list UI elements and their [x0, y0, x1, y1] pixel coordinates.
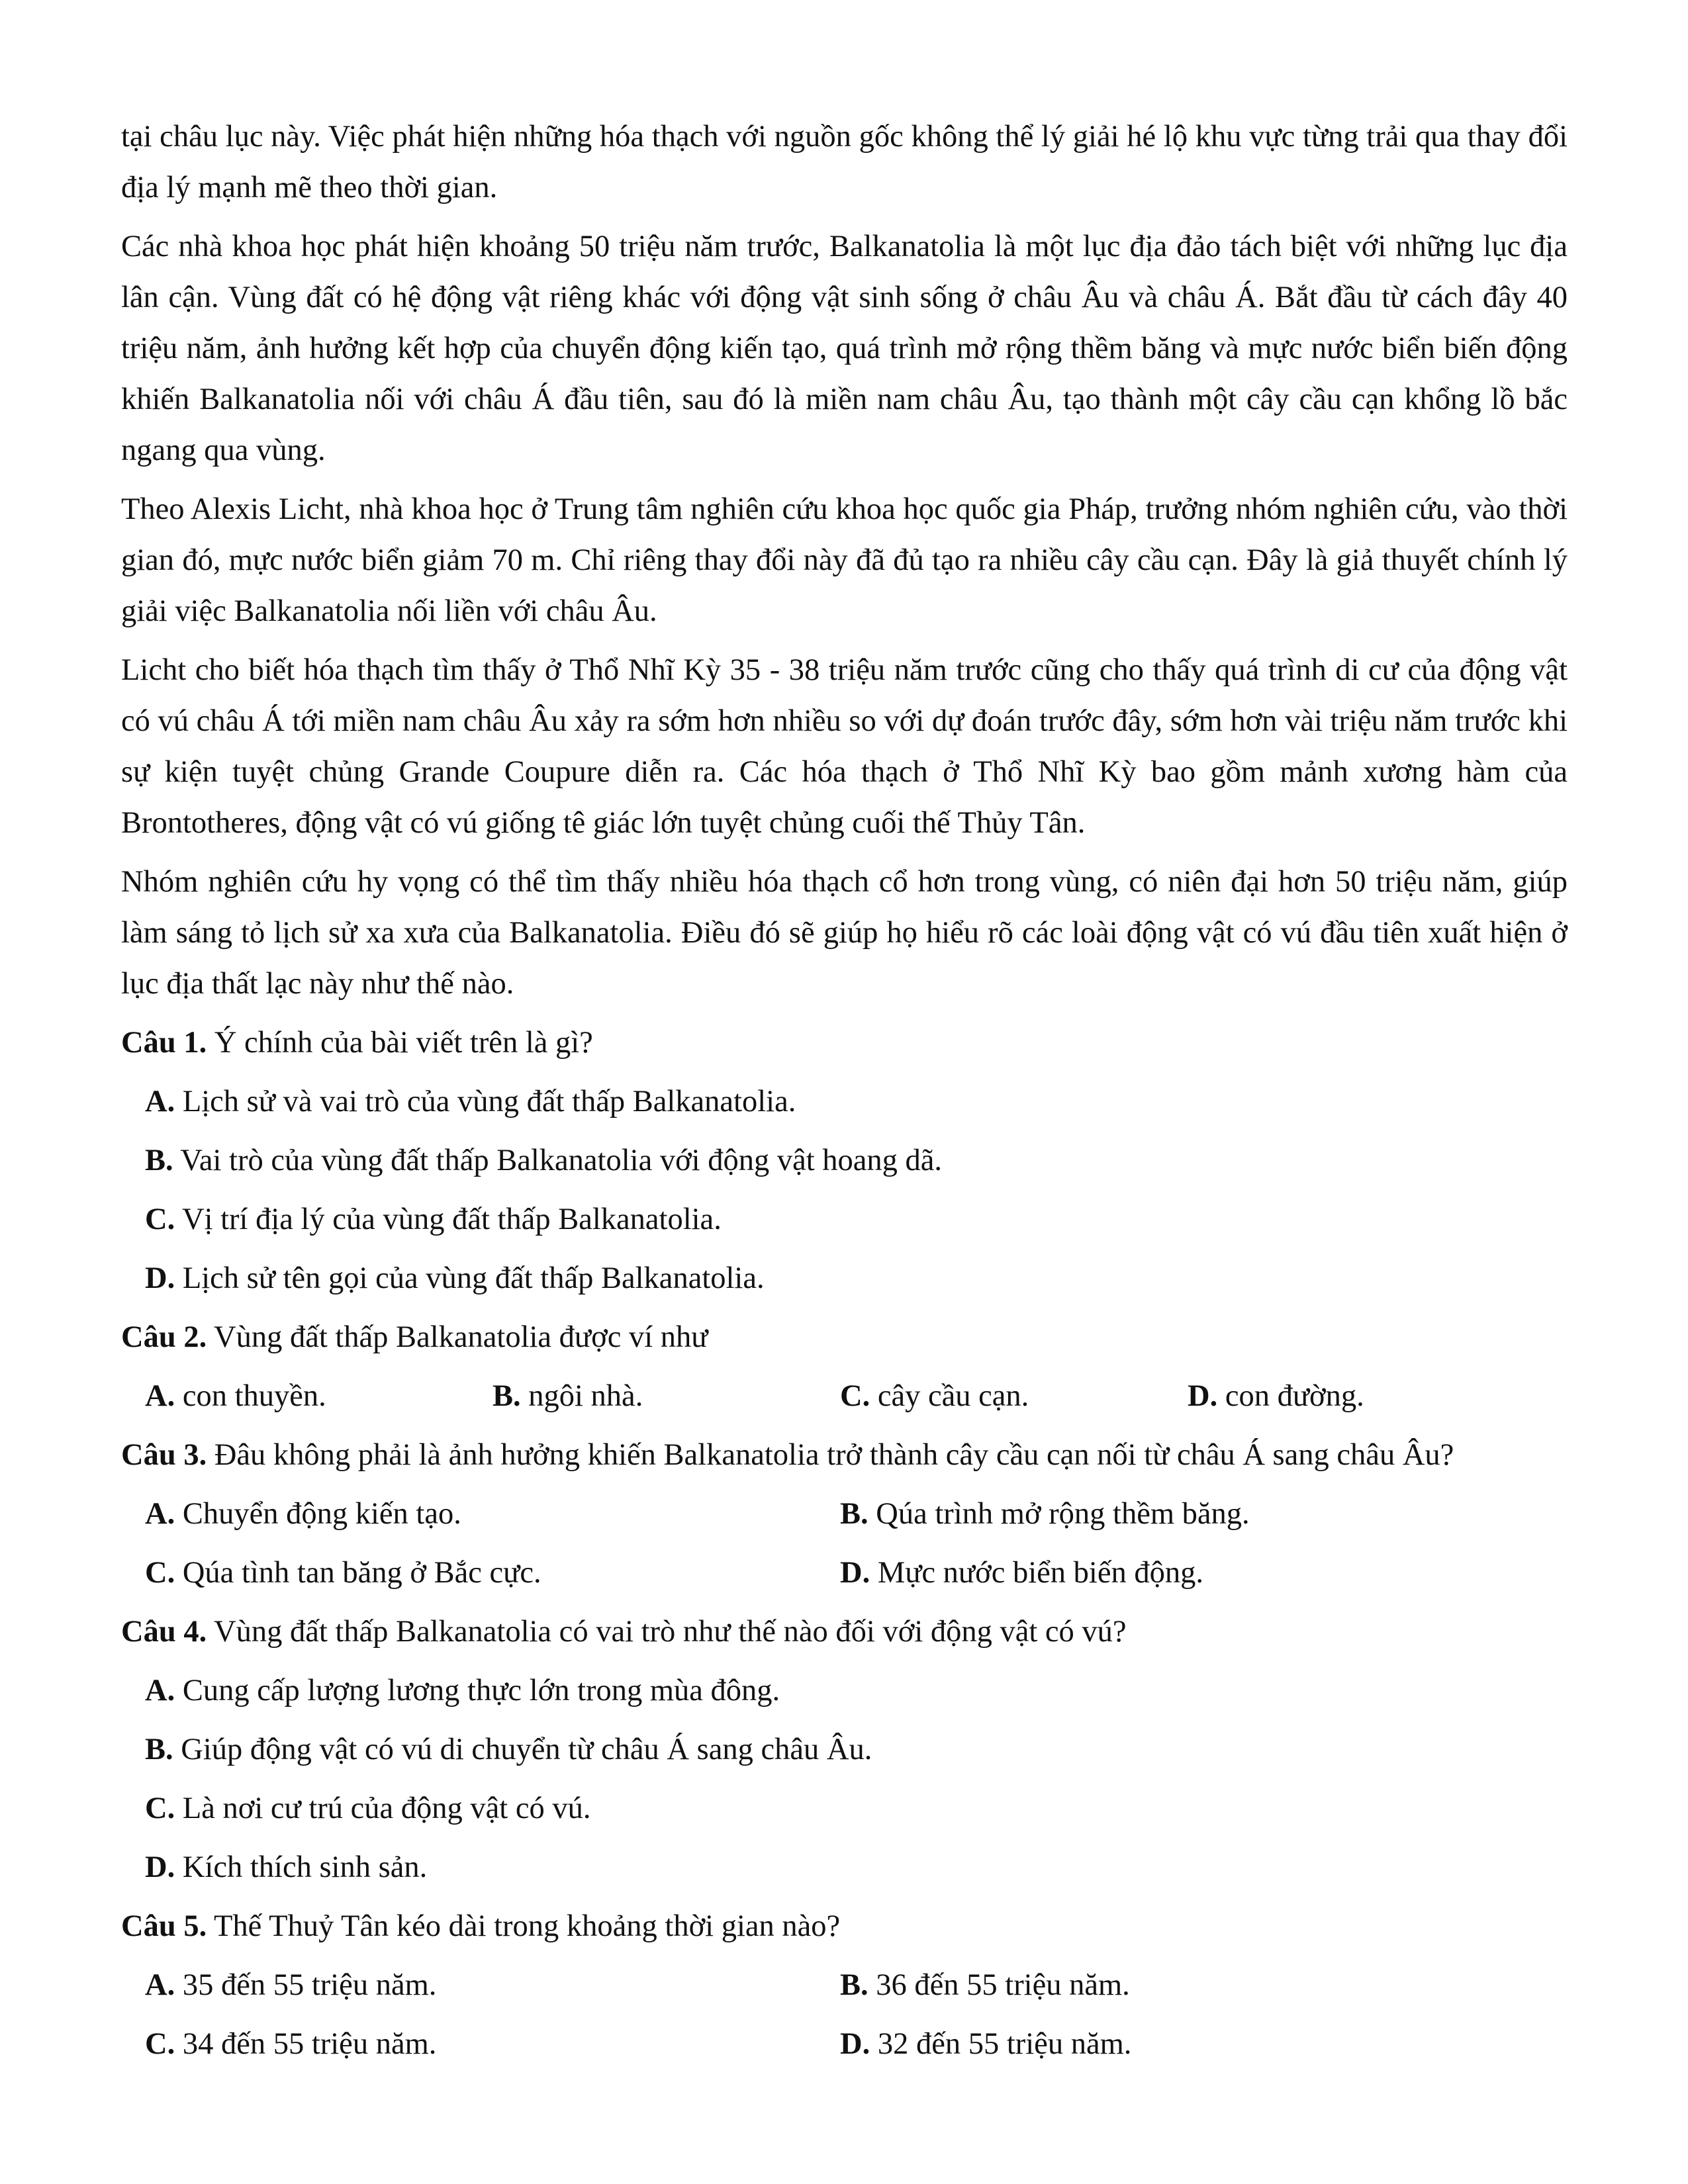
option-letter: B.	[145, 1733, 173, 1766]
passage-paragraph-4: Licht cho biết hóa thạch tìm thấy ở Thổ Nhĩ Kỳ 35 - 38 triệu năm trước cũng cho thấy quá trình di cư của động vật có vú châu Á tới miền nam châu Âu xảy ra sớm hơn nhiều so với dự đoán trước đây, sớm hơn vài triệu năm trước khi sự kiện tuyệt chủng Grande Coupure diễn ra. Các hóa thạch ở Thổ Nhĩ Kỳ bao gồm mảnh xương hàm của Brontotheres, động vật có vú giống tê giác lớn tuyệt chủng cuối thế Thủy Tân.	[121, 653, 1568, 840]
option-text: Qúa trình mở rộng thềm băng.	[868, 1497, 1250, 1531]
question-2-option-b	[492, 1371, 840, 1422]
option-letter: A.	[145, 1497, 175, 1531]
question-3-options-row-1	[145, 1488, 1568, 1539]
question-label: Câu 5.	[121, 1909, 207, 1943]
option-letter: C.	[840, 1379, 870, 1413]
option-letter: B.	[840, 1968, 868, 2002]
option-text: con thuyền.	[175, 1379, 326, 1413]
option-letter: C.	[145, 1792, 175, 1825]
question-1	[121, 1017, 1568, 1068]
question-5	[121, 1901, 1568, 1952]
question-3	[121, 1430, 1568, 1480]
question-4-option-a	[145, 1665, 1568, 1716]
option-text: Kích thích sinh sản.	[175, 1850, 428, 1884]
question-3-options-row-2	[145, 1547, 1568, 1598]
question-text: Vùng đất thấp Balkanatolia có vai trò như thế nào đối với động vật có vú?	[207, 1615, 1127, 1649]
passage-paragraph-2: Các nhà khoa học phát hiện khoảng 50 triệu năm trước, Balkanatolia là một lục địa đảo tách biệt với những lục địa lân cận. Vùng đất có hệ động vật riêng khác với động vật sinh sống ở châu Âu và châu Á. Bắt đầu từ cách đây 40 triệu năm, ảnh hưởng kết hợp của chuyển động kiến tạo, quá trình mở rộng thềm băng và mực nước biển biến động khiến Balkanatolia nối với châu Á đầu tiên, sau đó là miền nam châu Âu, tạo thành một cây cầu cạn khổng lồ bắc ngang qua vùng.	[121, 230, 1568, 467]
option-letter: B.	[145, 1144, 173, 1177]
option-text: con đường.	[1217, 1379, 1364, 1413]
option-text: Vị trí địa lý của vùng đất thấp Balkanatolia.	[175, 1203, 722, 1236]
passage-paragraph-5: Nhóm nghiên cứu hy vọng có thể tìm thấy nhiều hóa thạch cổ hơn trong vùng, có niên đại hơn 50 triệu năm, giúp làm sáng tỏ lịch sử xa xưa của Balkanatolia. Điều đó sẽ giúp họ hiểu rõ các loài động vật có vú đầu tiên xuất hiện ở lục địa thất lạc này như thế nào.	[121, 865, 1568, 1001]
question-text: Đâu không phải là ảnh hưởng khiến Balkanatolia trở thành cây cầu cạn nối từ châu Á sang châu Âu?	[207, 1438, 1454, 1472]
option-text: Lịch sử và vai trò của vùng đất thấp Balkanatolia.	[175, 1085, 796, 1118]
question-3-option-c	[145, 1547, 840, 1598]
question-label: Câu 1.	[121, 1026, 207, 1060]
option-text: Vai trò của vùng đất thấp Balkanatolia với động vật hoang dã.	[173, 1144, 943, 1177]
option-letter: A.	[145, 1674, 175, 1707]
option-text: Lịch sử tên gọi của vùng đất thấp Balkanatolia.	[175, 1261, 765, 1295]
question-text: Vùng đất thấp Balkanatolia được ví như	[207, 1320, 708, 1354]
question-5-option-c	[145, 2019, 840, 2070]
question-2-option-a	[145, 1371, 492, 1422]
option-text: cây cầu cạn.	[870, 1379, 1029, 1413]
question-4	[121, 1606, 1568, 1657]
question-2	[121, 1312, 1568, 1363]
question-5-option-a	[145, 1960, 840, 2011]
passage-paragraph-1: tại châu lục này. Việc phát hiện những hóa thạch với nguồn gốc không thể lý giải hé lộ khu vực từng trải qua thay đổi địa lý mạnh mẽ theo thời gian.	[121, 120, 1568, 205]
question-label: Câu 3.	[121, 1438, 207, 1472]
question-text: Thế Thuỷ Tân kéo dài trong khoảng thời gian nào?	[207, 1909, 841, 1943]
question-4-option-d	[145, 1842, 1568, 1893]
option-letter: B.	[840, 1497, 868, 1531]
passage-paragraph-3: Theo Alexis Licht, nhà khoa học ở Trung tâm nghiên cứu khoa học quốc gia Pháp, trưởng nhóm nghiên cứu, vào thời gian đó, mực nước biển giảm 70 m. Chỉ riêng thay đổi này đã đủ tạo ra nhiều cây cầu cạn. Đây là giả thuyết chính lý giải việc Balkanatolia nối liền với châu Âu.	[121, 492, 1568, 628]
option-text: Mực nước biển biến động.	[870, 1556, 1203, 1590]
question-5-options-row-2	[145, 2019, 1568, 2070]
option-letter: D.	[145, 1261, 175, 1295]
option-letter: D.	[145, 1850, 175, 1884]
question-1-option-c	[145, 1194, 1568, 1245]
question-label: Câu 2.	[121, 1320, 207, 1354]
option-letter: C.	[145, 1203, 175, 1236]
question-4-option-b	[145, 1724, 1568, 1775]
question-3-option-b	[840, 1488, 1535, 1539]
question-label: Câu 4.	[121, 1615, 207, 1649]
option-text: Cung cấp lượng lương thực lớn trong mùa đông.	[175, 1674, 780, 1707]
option-text: 34 đến 55 triệu năm.	[175, 2027, 437, 2061]
question-3-option-d	[840, 1547, 1535, 1598]
question-2-option-c	[840, 1371, 1188, 1422]
question-1-option-b	[145, 1135, 1568, 1186]
option-text: ngôi nhà.	[520, 1379, 643, 1413]
option-text: 32 đến 55 triệu năm.	[870, 2027, 1132, 2061]
option-text: Giúp động vật có vú di chuyển từ châu Á sang châu Âu.	[173, 1733, 872, 1766]
question-3-option-a	[145, 1488, 840, 1539]
option-letter: D.	[840, 1556, 870, 1590]
option-letter: A.	[145, 1379, 175, 1413]
question-4-option-c	[145, 1783, 1568, 1834]
question-text: Ý chính của bài viết trên là gì?	[207, 1026, 593, 1060]
option-text: Chuyển động kiến tạo.	[175, 1497, 461, 1531]
option-letter: B.	[492, 1379, 521, 1413]
question-5-options-row-1	[145, 1960, 1568, 2011]
option-letter: A.	[145, 1085, 175, 1118]
question-1-option-a	[145, 1076, 1568, 1127]
option-text: 36 đến 55 triệu năm.	[868, 1968, 1130, 2002]
option-letter: C.	[145, 2027, 175, 2061]
question-2-option-d	[1188, 1371, 1535, 1422]
option-text: 35 đến 55 triệu năm.	[175, 1968, 437, 2002]
document-page	[121, 111, 1568, 2077]
option-text: Là nơi cư trú của động vật có vú.	[175, 1792, 591, 1825]
option-letter: A.	[145, 1968, 175, 2002]
question-5-option-b	[840, 1960, 1535, 2011]
option-letter: D.	[840, 2027, 870, 2061]
option-letter: C.	[145, 1556, 175, 1590]
question-5-option-d	[840, 2019, 1535, 2070]
question-1-option-d	[145, 1253, 1568, 1304]
question-2-options	[145, 1371, 1568, 1422]
option-text: Qúa tình tan băng ở Bắc cực.	[175, 1556, 541, 1590]
option-letter: D.	[1188, 1379, 1218, 1413]
